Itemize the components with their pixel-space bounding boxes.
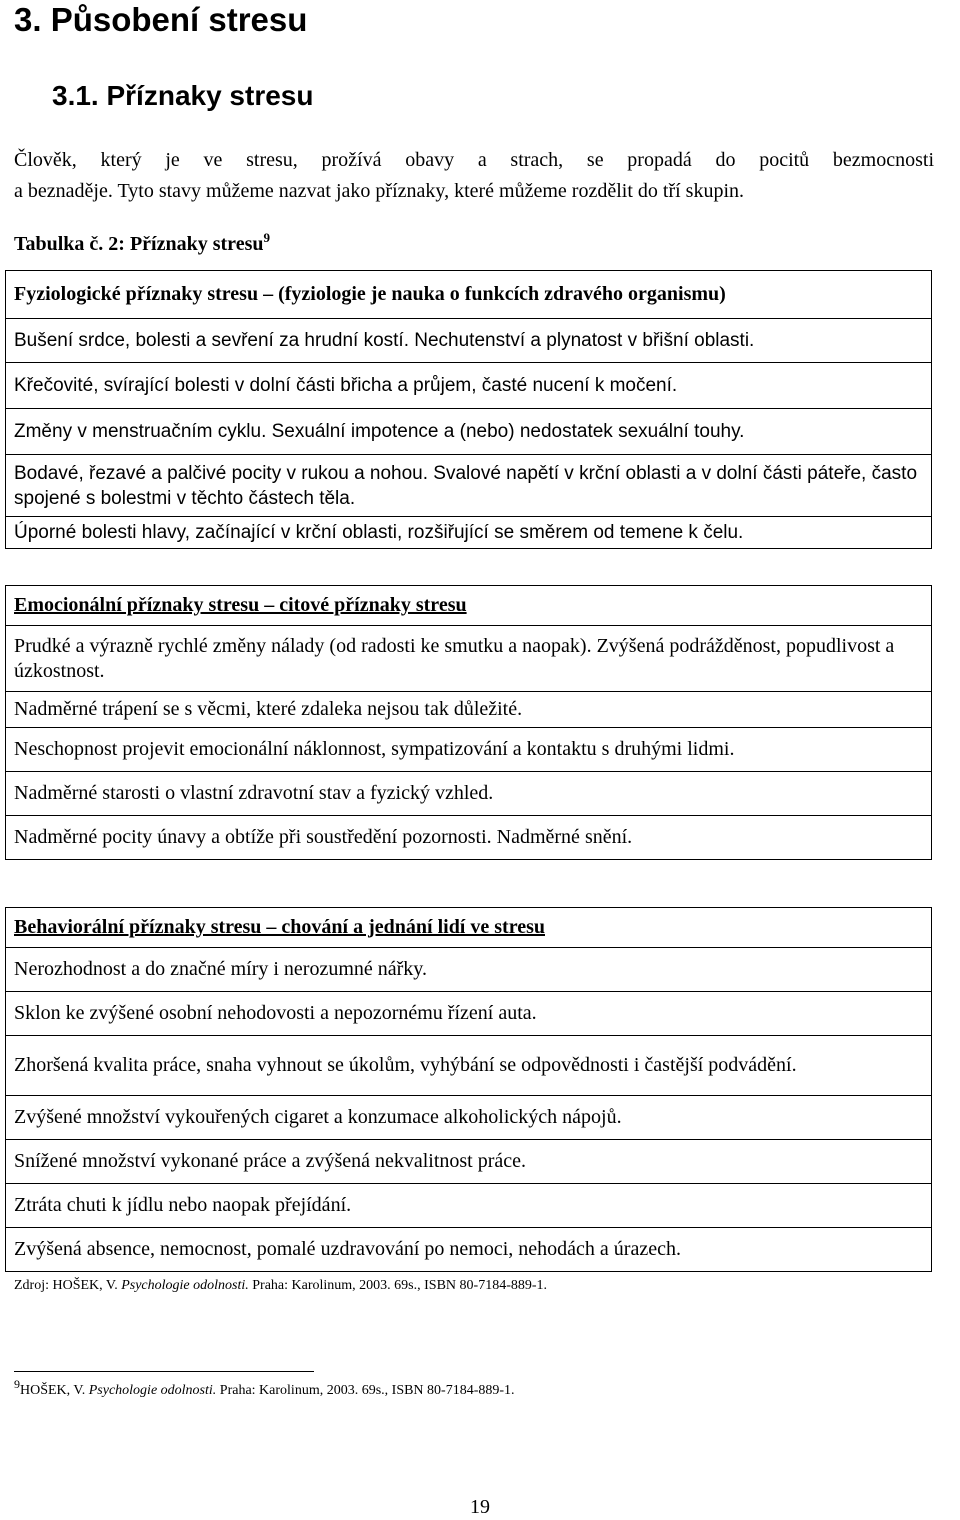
- table-row: Bodavé, řezavé a palčivé pocity v rukou a nohou. Svalové napětí v krční oblasti a v dolní části páteře, často spojené s bolestmi v těchto částech těla.: [6, 455, 932, 517]
- section-heading: 3.1. Příznaky stresu: [52, 80, 314, 111]
- caption-footnote-ref: 9: [263, 230, 270, 245]
- intro-line-1: Člověk, který je ve stresu, prožívá obavy a strach, se propadá do pocitů bezmocnosti: [14, 149, 934, 171]
- table-row: Zhoršená kvalita práce, snaha vyhnout se úkolům, vyhýbání se odpovědnosti i častější podvádění.: [6, 1036, 932, 1096]
- intro-line-2: a beznaděje. Tyto stavy můžeme nazvat jako příznaky, které můžeme rozdělit do tří skupin.: [14, 180, 744, 202]
- table-row: Nerozhodnost a do značné míry i nerozumné nářky.: [6, 948, 932, 992]
- table-row: Křečovité, svírající bolesti v dolní části břicha a průjem, časté nucení k močení.: [6, 363, 932, 409]
- emotional-symptoms-table: [5, 585, 932, 860]
- table-row: Zvýšená absence, nemocnost, pomalé uzdravování po nemoci, nehodách a úrazech.: [6, 1228, 932, 1272]
- table-row: Změny v menstruačním cyklu. Sexuální impotence a (nebo) nedostatek sexuální touhy.: [6, 409, 932, 455]
- table-row: Bušení srdce, bolesti a sevření za hrudní kostí. Nechutenství a plynatost v břišní oblasti.: [6, 319, 932, 363]
- table-row: Úporné bolesti hlavy, začínající v krční oblasti, rozšiřující se směrem od temene k čelu.: [6, 517, 932, 549]
- footnote-separator: [14, 1371, 314, 1372]
- table-header: Behaviorální příznaky stresu – chování a jednání lidí ve stresu: [6, 908, 932, 948]
- table-row: Zvýšené množství vykouřených cigaret a konzumace alkoholických nápojů.: [6, 1096, 932, 1140]
- table-source: Zdroj: HOŠEK, V. Psychologie odolnosti. Praha: Karolinum, 2003. 69s., ISBN 80-7184-889-1.: [14, 1278, 548, 1293]
- table-row: Nadměrné starosti o vlastní zdravotní stav a fyzický vzhled.: [6, 772, 932, 816]
- table-header: Fyziologické příznaky stresu – (fyziologie je nauka o funkcích zdravého organismu): [6, 271, 932, 319]
- page-number: 19: [470, 1496, 490, 1518]
- table-row: Sklon ke zvýšené osobní nehodovosti a nepozornému řízení auta.: [6, 992, 932, 1036]
- table-row: Ztráta chuti k jídlu nebo naopak přejídání.: [6, 1184, 932, 1228]
- intro-paragraph: [14, 145, 934, 207]
- physiological-symptoms-table: [5, 270, 932, 549]
- table-row: Nadměrné pocity únavy a obtíže při soustředění pozornosti. Nadměrné snění.: [6, 816, 932, 860]
- table-header: Emocionální příznaky stresu – citové příznaky stresu: [6, 586, 932, 626]
- table-caption: [14, 230, 270, 258]
- table-row: Prudké a výrazně rychlé změny nálady (od radosti ke smutku a naopak). Zvýšená podrážděnost, popudlivost a úzkostnost.: [6, 626, 932, 692]
- chapter-heading: 3. Působení stresu: [14, 1, 308, 38]
- footnote-book-title: Psychologie odolnosti.: [88, 1383, 217, 1398]
- behavioral-symptoms-table: [5, 907, 932, 1272]
- footnote: $^9$HOŠEK, V. Psychologie odolnosti. Praha: Karolinum, 2003. 69s., ISBN 80-7184-889-1.: [14, 1377, 515, 1398]
- source-book-title: Psychologie odolnosti.: [121, 1278, 249, 1293]
- caption-text: Tabulka č. 2: Příznaky stresu: [14, 233, 264, 255]
- footnote-number: 9: [14, 1377, 20, 1391]
- table-row: Nadměrné trápení se s věcmi, které zdaleka nejsou tak důležité.: [6, 692, 932, 728]
- table-row: Neschopnost projevit emocionální náklonnost, sympatizování a kontaktu s druhými lidmi.: [6, 728, 932, 772]
- table-row: Snížené množství vykonané práce a zvýšená nekvalitnost práce.: [6, 1140, 932, 1184]
